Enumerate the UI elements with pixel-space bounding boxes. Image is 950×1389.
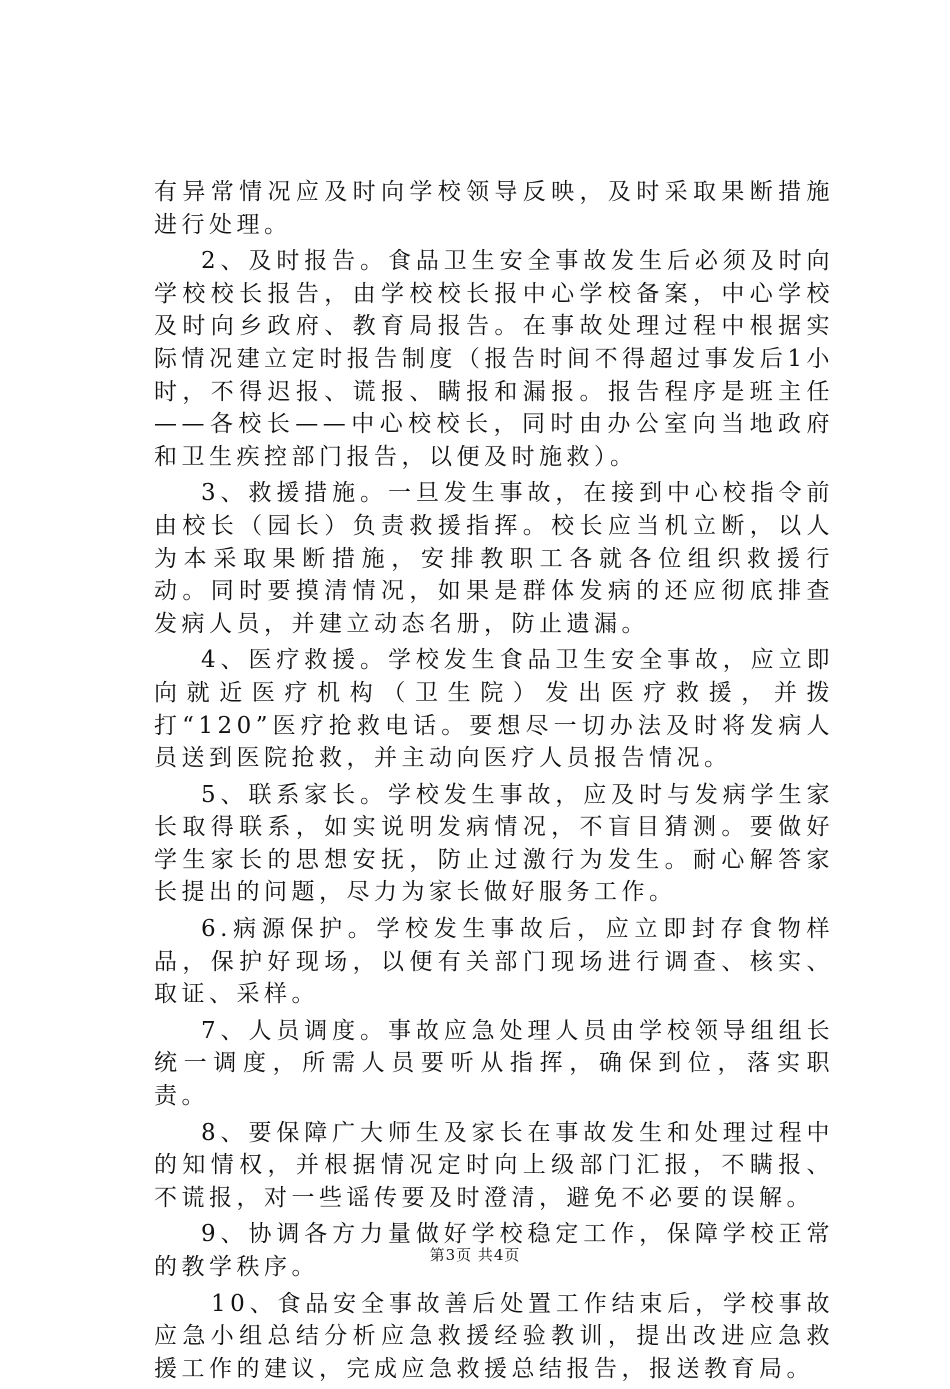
paragraph-item-6: 6.病源保护。学校发生事故后，应立即封存食物样品，保护好现场，以便有关部门现场进行调查、核实、取证、采样。 <box>154 916 834 1008</box>
document-body <box>154 176 834 1389</box>
paragraph-item-2: 2、及时报告。食品卫生安全事故发生后必须及时向学校校长报告，由学校校长报中心学校备案，中心学校及时向乡政府、教育局报告。在事故处理过程中根据实际情况建立定时报告制度（报告时间不得超过事发后1小时，不得迟报、谎报、瞒报和漏报。报告程序是班主任——各校长——中心校校长，同时由办公室向当地政府和卫生疾控部门报告，以便及时施救）。 <box>154 248 834 470</box>
paragraph-item-4: 4、医疗救援。学校发生食品卫生安全事故，应立即向就近医疗机构（卫生院）发出医疗救援，并拨打“120”医疗抢救电话。要想尽一切办法及时将发病人员送到医院抢救，并主动向医疗人员报告情况。 <box>154 647 834 772</box>
paragraph-item-5: 5、联系家长。学校发生事故，应及时与发病学生家长取得联系，如实说明发病情况，不盲目猜测。要做好学生家长的思想安抚，防止过激行为发生。耐心解答家长提出的问题，尽力为家长做好服务工作。 <box>154 781 834 906</box>
paragraph-item-9: 9、协调各方力量做好学校稳定工作，保障学校正常的教学秩序。 <box>154 1221 834 1280</box>
paragraph-item-7: 7、人员调度。事故应急处理人员由学校领导组组长统一调度，所需人员要听从指挥，确保到位，落实职责。 <box>154 1017 834 1110</box>
paragraph-item-10: 10、食品安全事故善后处置工作结束后，学校事故应急小组总结分析应急救援经验教训，提出改进应急救援工作的建议，完成应急救援总结报告，报送教育局。 <box>154 1290 834 1382</box>
paragraph-item-3: 3、救援措施。一旦发生事故，在接到中心校指令前由校长（园长）负责救援指挥。校长应当机立断，以人为本采取果断措施，安排教职工各就各位组织救援行动。同时要摸清情况，如果是群体发病的还应彻底排查发病人员，并建立动态名册，防止遗漏。 <box>154 480 834 637</box>
paragraph-item-8: 8、要保障广大师生及家长在事故发生和处理过程中的知情权，并根据情况定时向上级部门汇报，不瞒报、不谎报，对一些谣传要及时澄清，避免不必要的误解。 <box>154 1119 834 1211</box>
page-number-footer: 第3页 共4页 <box>429 1246 521 1264</box>
paragraph-continuation: 有异常情况应及时向学校领导反映，及时采取果断措施进行处理。 <box>154 179 834 238</box>
